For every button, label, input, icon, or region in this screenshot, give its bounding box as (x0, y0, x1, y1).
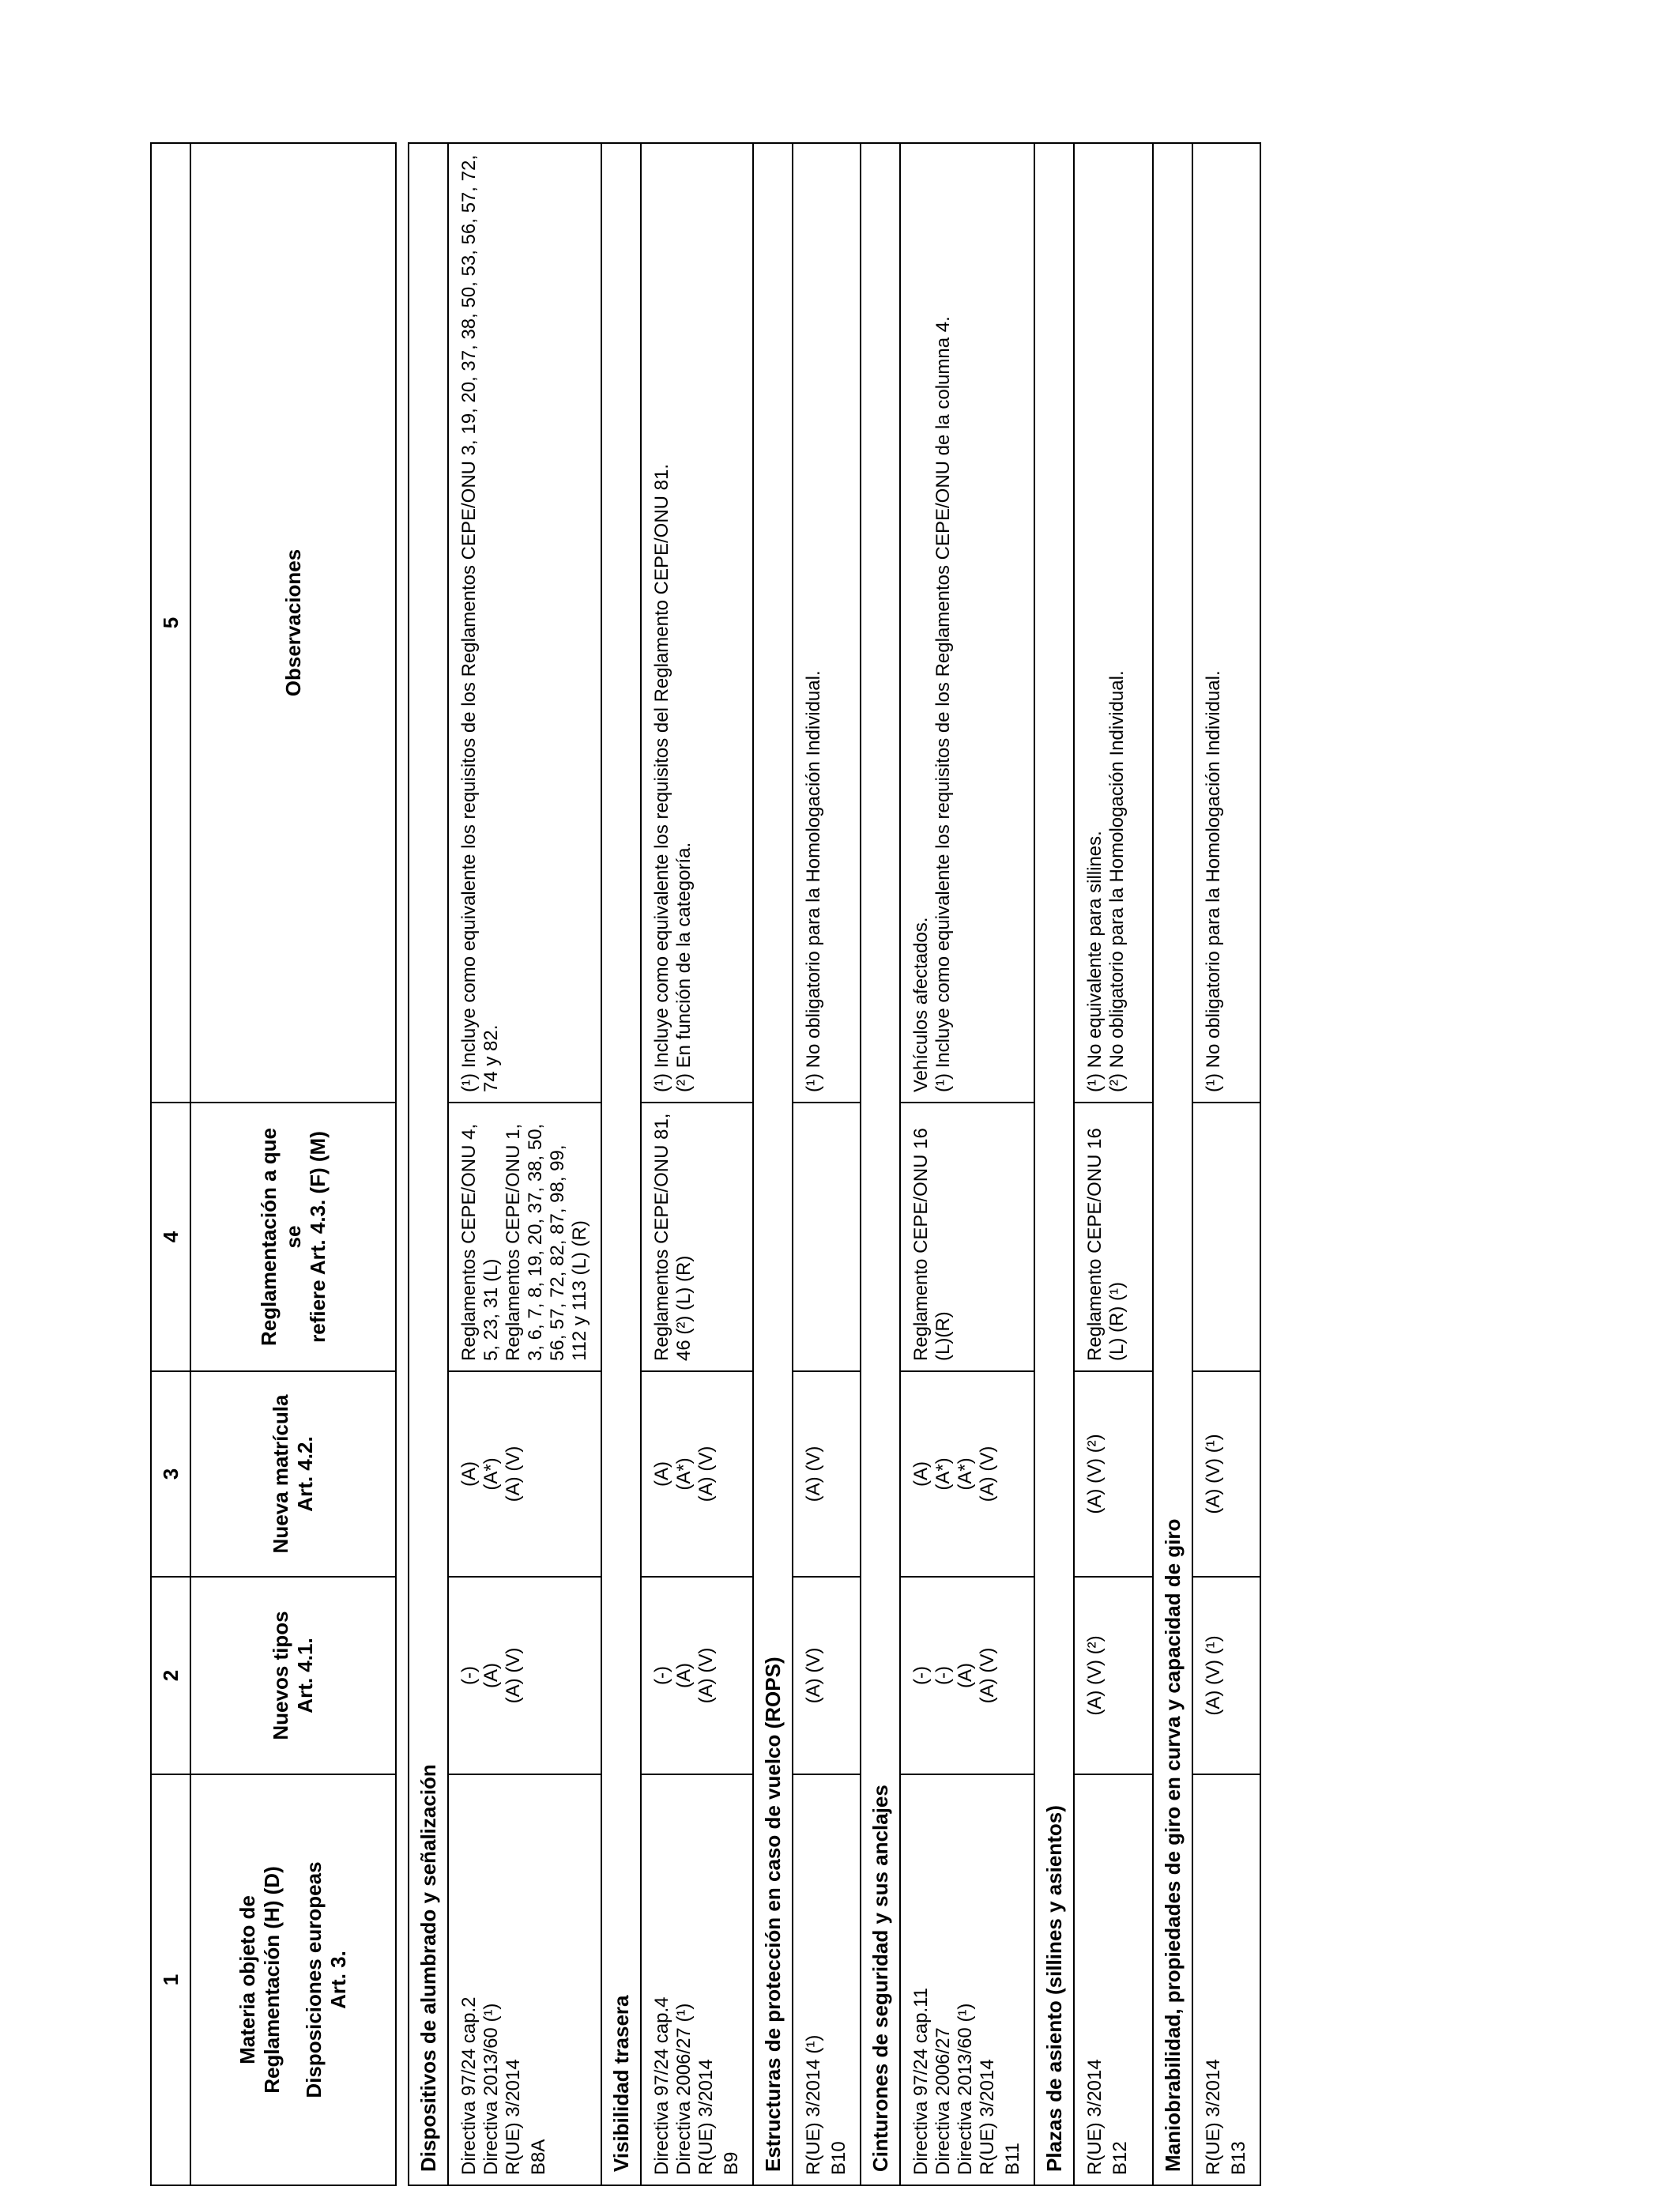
section-code: B11 (1002, 2143, 1023, 2175)
table-row (1074, 143, 1153, 2185)
cell-line: (¹) Incluye como equivalente los requisitos de los Reglamentos CEPE/ONU de la columna 4. (932, 316, 954, 1092)
cell-col5 (1074, 143, 1153, 1103)
section-title-row (1153, 143, 1192, 2185)
cell-line: (A) (480, 1663, 502, 1688)
column-number-row (151, 143, 190, 2185)
cell-line: R(UE) 3/2014 (1084, 2059, 1106, 2175)
cell-col5 (1192, 143, 1260, 1103)
section-code: B8A (528, 2139, 549, 2175)
cell-line: (¹) Incluye como equivalente los requisitos del Reglamento CEPE/ONU 81. (651, 463, 672, 1092)
regulation-table (150, 142, 1261, 2186)
header-regulation-line2: refiere Art. 4.3. (F) (M) (305, 1131, 330, 1343)
cell-line: (A*) (955, 1457, 976, 1491)
header-subject-line3: Disposiciones europeas (302, 1861, 326, 2098)
section-title: Dispositivos de alumbrado y señalización (409, 143, 448, 2185)
cell-line: (A) (458, 1461, 480, 1487)
cell-line: Directiva 97/24 cap.2 (458, 1996, 480, 2175)
table-row (793, 143, 861, 2185)
cell-line: (A*) (673, 1457, 695, 1491)
section-code: B9 (721, 2151, 742, 2175)
table-row (448, 143, 601, 2185)
cell-line: (A) (651, 1461, 672, 1487)
cell-line: (A*) (480, 1457, 502, 1491)
cell-line: R(UE) 3/2014 (977, 2059, 998, 2175)
cell-col2 (1192, 1577, 1260, 1774)
column-number-2: 2 (151, 1577, 190, 1774)
header-new-registration (190, 1371, 396, 1577)
cell-col1 (641, 1774, 753, 2185)
section-title-row (409, 143, 448, 2185)
cell-line: Reglamento CEPE/ONU 16 (L)(R) (910, 1128, 954, 1361)
cell-col3 (1192, 1371, 1260, 1577)
table-row (900, 143, 1034, 2185)
cell-line: (¹) No obligatorio para la Homologación Individual. (1203, 670, 1224, 1092)
cell-col2 (448, 1577, 601, 1774)
cell-line: (A) (V) (695, 1446, 717, 1502)
cell-line: (A) (V) (695, 1647, 717, 1704)
section-title: Maniobrabilidad, propiedades de giro en curva y capacidad de giro (1153, 143, 1192, 2185)
section-title-row (861, 143, 900, 2185)
section-title: Estructuras de protección en caso de vuelco (ROPS) (753, 143, 793, 2185)
cell-line: Directiva 97/24 cap.11 (910, 1987, 932, 2175)
section-code: B10 (828, 2141, 849, 2175)
section-code: B12 (1109, 2141, 1131, 2175)
cell-line: Reglamentos CEPE/ONU 1, 3, 6, 7, 8, 19, 20, 37, 38, 50, 56, 57, 72, 82, 87, 98, 99, 112 y 113 (L) (R) (503, 1123, 590, 1361)
column-header-row (190, 143, 396, 2185)
header-subject (190, 1774, 396, 2185)
cell-col3 (793, 1371, 861, 1577)
cell-col4 (448, 1103, 601, 1371)
header-new-types-line1: Nuevos tipos (269, 1611, 292, 1740)
cell-line: R(UE) 3/2014 (¹) (803, 2034, 824, 2175)
cell-col2 (641, 1577, 753, 1774)
cell-line: Reglamentos CEPE/ONU 4, 5, 23, 31 (L) (458, 1123, 502, 1361)
header-regulation-line1: Reglamentación a que se (256, 1128, 305, 1346)
header-spacer (396, 143, 409, 2185)
cell-col4 (1192, 1103, 1260, 1371)
cell-line: (A) (955, 1663, 976, 1688)
cell-col5 (448, 143, 601, 1103)
cell-col2 (793, 1577, 861, 1774)
column-number-3: 3 (151, 1371, 190, 1577)
cell-line: Directiva 2006/27 (¹) (673, 2003, 695, 2175)
cell-line: (A) (V) (503, 1446, 524, 1502)
cell-col1 (1192, 1774, 1260, 2185)
cell-line: (-) (651, 1666, 672, 1685)
cell-line: R(UE) 3/2014 (503, 2059, 524, 2175)
section-title: Cinturones de seguridad y sus anclajes (861, 143, 900, 2185)
cell-line: Reglamento CEPE/ONU 16 (L) (R) (¹) (1084, 1128, 1128, 1361)
cell-line: (A) (V) (803, 1446, 824, 1502)
cell-line: (A) (V) (977, 1446, 998, 1502)
cell-line: (¹) No equivalente para sillines. (1084, 831, 1106, 1092)
header-new-types-line2: Art. 4.1. (293, 1638, 317, 1713)
column-number-1: 1 (151, 1774, 190, 2185)
cell-col3 (641, 1371, 753, 1577)
header-new-types (190, 1577, 396, 1774)
table-row (1192, 143, 1260, 2185)
cell-line: Directiva 2013/60 (¹) (480, 2003, 502, 2175)
column-number-5: 5 (151, 143, 190, 1103)
cell-line: (-) (910, 1666, 932, 1685)
cell-line: (¹) Incluye como equivalente los requisitos de los Reglamentos CEPE/ONU 3, 19, 20, 37, 38, 50, 53, 56, 57, 72, 74 y 82. (458, 155, 502, 1092)
cell-line: (A) (V) (²) (1084, 1434, 1106, 1514)
cell-line: (²) En función de la categoría. (673, 842, 695, 1092)
cell-col1 (448, 1774, 601, 2185)
cell-col1 (900, 1774, 1034, 2185)
cell-line: (A) (V) (803, 1647, 824, 1704)
cell-line: Directiva 2013/60 (¹) (955, 2003, 976, 2175)
cell-line: Directiva 97/24 cap.4 (651, 1996, 672, 2175)
cell-line: R(UE) 3/2014 (1203, 2059, 1224, 2175)
header-subject-line4: Art. 3. (326, 1951, 350, 2009)
regulation-table-wrapper (150, 144, 1261, 2186)
cell-line: Reglamentos CEPE/ONU 81, 46 (²) (L) (R) (651, 1113, 695, 1361)
cell-line: R(UE) 3/2014 (695, 2059, 717, 2175)
cell-col4 (900, 1103, 1034, 1371)
cell-col5 (641, 143, 753, 1103)
cell-col4 (641, 1103, 753, 1371)
cell-col5 (793, 143, 861, 1103)
header-regulation (190, 1103, 396, 1371)
cell-line: (A) (V) (²) (1084, 1635, 1106, 1716)
cell-line: (A) (673, 1663, 695, 1688)
cell-line: (A) (V) (977, 1647, 998, 1704)
cell-line: Directiva 2006/27 (932, 2027, 954, 2175)
cell-line: (A) (V) (¹) (1203, 1635, 1224, 1716)
section-title-row (1034, 143, 1074, 2185)
cell-line: (A) (910, 1461, 932, 1487)
cell-line: (A*) (932, 1457, 954, 1491)
cell-line: (-) (458, 1666, 480, 1685)
cell-line: (²) No obligatorio para la Homologación Individual. (1106, 670, 1128, 1092)
table-row (641, 143, 753, 2185)
cell-line: (-) (932, 1666, 954, 1685)
column-number-4: 4 (151, 1103, 190, 1371)
header-new-registration-line1: Nueva matrícula (269, 1394, 292, 1554)
cell-col4 (793, 1103, 861, 1371)
cell-col1 (793, 1774, 861, 2185)
section-title: Plazas de asiento (sillines y asientos) (1034, 143, 1074, 2185)
cell-col3 (1074, 1371, 1153, 1577)
cell-col2 (900, 1577, 1034, 1774)
cell-col4 (1074, 1103, 1153, 1371)
cell-col3 (448, 1371, 601, 1577)
cell-col2 (1074, 1577, 1153, 1774)
cell-col3 (900, 1371, 1034, 1577)
cell-line: (A) (V) (¹) (1203, 1434, 1224, 1514)
header-observations: Observaciones (190, 143, 396, 1103)
cell-col5 (900, 143, 1034, 1103)
section-title-row (601, 143, 641, 2185)
section-title: Visibilidad trasera (601, 143, 641, 2185)
cell-line: (A) (V) (503, 1647, 524, 1704)
header-subject-line2: Reglamentación (H) (D) (260, 1866, 284, 2094)
header-subject-line1: Materia objeto de (235, 1895, 259, 2064)
cell-col1 (1074, 1774, 1153, 2185)
section-code: B13 (1228, 2141, 1249, 2175)
cell-line: (¹) No obligatorio para la Homologación Individual. (803, 670, 824, 1092)
cell-line: Vehículos afectados. (910, 917, 932, 1092)
section-title-row (753, 143, 793, 2185)
header-new-registration-line2: Art. 4.2. (293, 1436, 317, 1512)
